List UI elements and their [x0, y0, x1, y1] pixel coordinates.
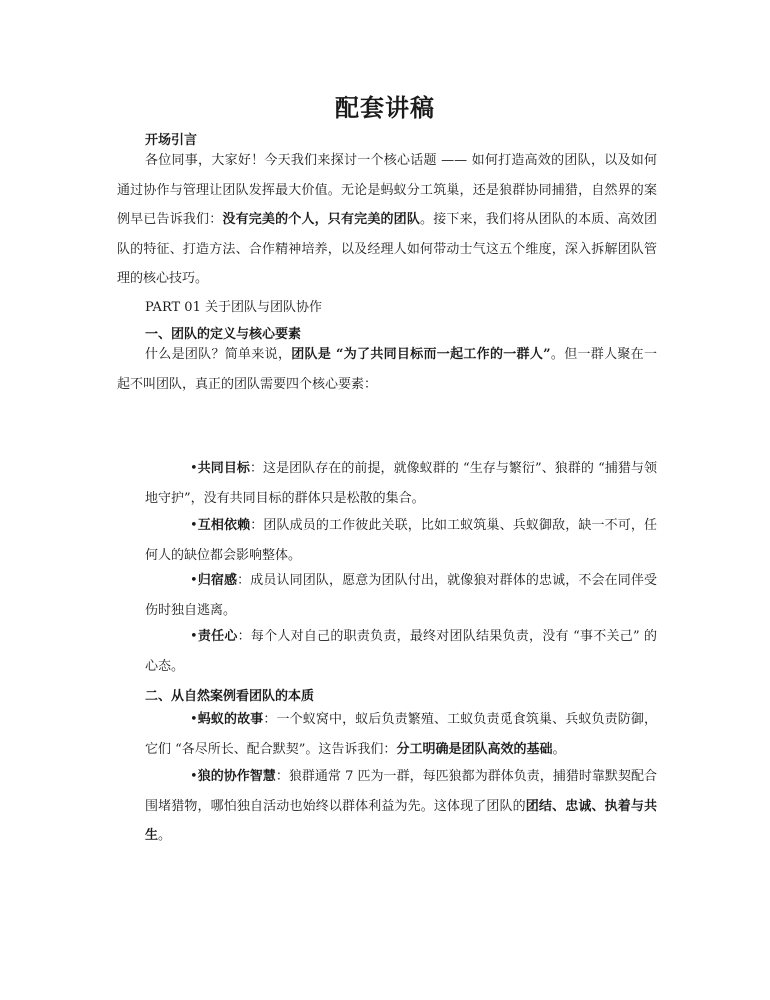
nature-item-ants: [145, 705, 657, 764]
bullet-icon: •: [190, 629, 198, 644]
element-item-responsibility: [145, 622, 657, 681]
nature-text: ：狼群通常 7 匹为一群，每匹狼都为群体负责，捕猎时靠默契配合围堵猎物，哪怕独自活动也始终以群体利益为先。这体现了团队的: [145, 769, 657, 814]
element-label: 互相依赖: [197, 518, 251, 533]
bullet-icon: •: [190, 573, 198, 588]
element-label: 归宿感: [197, 573, 238, 588]
nature-label: 狼的协作智慧: [197, 769, 276, 784]
nature-label: 蚂蚁的故事: [197, 712, 264, 727]
section-1-bold: 团队是 “为了共同目标而一起工作的一群人”: [291, 347, 551, 362]
nature-bold-end: 团结、忠诚、执着与共生: [145, 798, 657, 843]
element-label: 责任心: [197, 629, 238, 644]
section-1-text-2: 。但一群人聚在一起不叫团队，真正的团队需要四个核心要素：: [117, 347, 657, 392]
intro-text-2: 。接下来，我们将从团队的本质、高效团队的特征、打造方法、合作精神培养，以及经理人如何带动士气这五个维度，深入拆解团队管理的核心技巧。: [117, 212, 657, 286]
bullet-icon: •: [190, 769, 198, 784]
bullet-icon: •: [190, 518, 198, 533]
bullet-icon: •: [190, 461, 198, 476]
intro-paragraph: [117, 146, 657, 294]
section-1-paragraph: [117, 340, 657, 399]
nature-text: ：一个蚁窝中，蚁后负责繁殖、工蚁负责觅食筑巢、兵蚁负责防御，它们 “各尽所长、配合默契”。这告诉我们：: [145, 712, 657, 757]
element-text: ：这是团队存在的前提，就像蚁群的 “生存与繁衍”、狼群的 “捕猎与领地守护”，没有共同目标的群体只是松散的集合。: [145, 461, 657, 506]
element-item-dependence: [145, 511, 657, 570]
bullet-icon: •: [190, 712, 198, 727]
element-label: 共同目标: [197, 461, 250, 476]
nature-bold-end: 分工明确是团队高效的基础: [396, 741, 553, 757]
section-2-heading: 二、从自然案例看团队的本质: [145, 689, 315, 704]
document-title: 配套讲稿: [335, 93, 435, 122]
section-1-heading: 一、团队的定义与核心要素: [145, 327, 302, 342]
element-text: ：每个人对自己的职责负责，最终对团队结果负责，没有 “事不关己” 的心态。: [145, 629, 657, 674]
part-01-heading: PART 01 关于团队与团队协作: [145, 300, 322, 315]
nature-item-wolves: [145, 762, 657, 851]
intro-bold: 没有完美的个人，只有完美的团队: [222, 212, 421, 227]
intro-heading: 开场引言: [145, 133, 198, 148]
element-item-belonging: [145, 566, 657, 625]
nature-tail: 。: [158, 828, 172, 843]
section-1-text-1: 什么是团队？简单来说，: [145, 347, 292, 362]
element-item-goal: [145, 454, 657, 513]
nature-tail: 。: [552, 741, 566, 757]
element-text: ：团队成员的工作彼此关联，比如工蚁筑巢、兵蚁御敌，缺一不可，任何人的缺位都会影响整体。: [145, 518, 657, 563]
element-text: ：成员认同团队，愿意为团队付出，就像狼对群体的忠诚，不会在同伴受伤时独自逃离。: [145, 573, 657, 618]
intro-text-1: 各位同事，大家好！今天我们来探讨一个核心话题 —— 如何打造高效的团队，以及如何通过协作与管理让团队发挥最大价值。无论是蚂蚁分工筑巢，还是狼群协同捕猎，自然界的案例早已告诉我们：: [117, 153, 657, 227]
